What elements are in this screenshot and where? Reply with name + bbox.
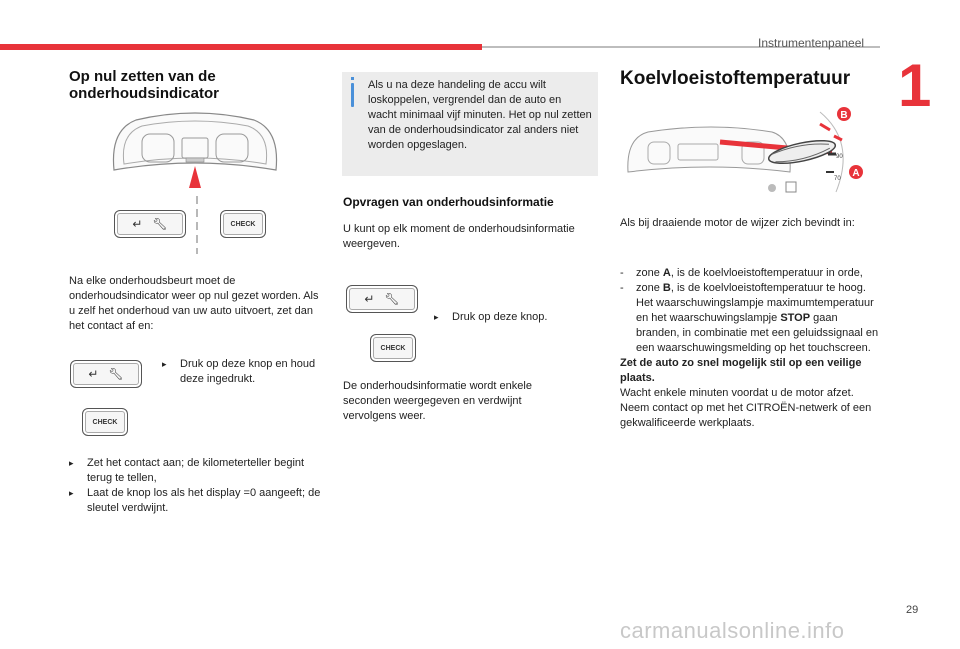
zone-b-label: B [840, 110, 848, 121]
list-item: ▸ Laat de knop los als het display =0 aangeeft; de sleutel verdwijnt. [69, 487, 321, 514]
wrench-icon: 🔧︎ [108, 367, 124, 381]
reset-arrow-icon: ↵ [132, 217, 143, 231]
check-button-label: CHECK [380, 344, 406, 352]
list-item: ▸ Zet het contact aan; de kilometerteller begint terug te tellen, [69, 457, 305, 484]
bullet-marker-icon: ▸ [162, 359, 167, 369]
wrench-icon: 🔧︎ [152, 217, 168, 231]
warning-text: Zet de auto zo snel mogelijk stil op een veilige plaats. [620, 357, 862, 384]
coolant-gauge-illustration [622, 102, 872, 202]
list-item: - zone B, is de koelvloeistoftemperatuur te hoog. Het waarschuwingslampje maximumtemperatuur en het waarschuwingslampje STOP gaan branden, in combinatie met een geluidssignaal en een waarschuwingsmelding op het touchscreen. [620, 282, 879, 354]
wait-text: Wacht enkele minuten voordat u de motor afzet. [620, 387, 854, 399]
wrench-button[interactable] [114, 210, 186, 238]
wrench-icon: 🔧︎ [384, 292, 400, 306]
list-item: - zone A, is de koelvloeistoftemperatuur in orde, [620, 267, 863, 279]
check-button-label: CHECK [92, 418, 118, 426]
dashed-connector [194, 196, 200, 254]
reset-intro: Na elke onderhoudsbeurt moet de onderhoudsindicator weer op nul gezet worden. Als u zelf het onderhoud van uw auto uitvoert, zet dan het contact af en: [69, 275, 319, 332]
info-icon [351, 77, 354, 80]
check-button[interactable] [82, 408, 128, 436]
check-button[interactable] [370, 334, 416, 362]
coolant-intro: Als bij draaiende motor de wijzer zich bevindt in: [620, 217, 855, 229]
info-text: Als u na deze handeling de accu wilt loskoppelen, vergrendel dan de auto en wacht minimaal vijf minuten. Het op nul zetten van de onderhoudsindicator zal anders niet worden opgeslagen. [368, 79, 592, 151]
info-box [342, 72, 598, 176]
info-outro: De onderhoudsinformatie wordt enkele seconden weergegeven en verdwijnt vervolgens weer. [343, 380, 532, 422]
zone-a-label: A [852, 168, 860, 179]
reset-arrow-icon: ↵ [88, 367, 99, 381]
coolant-details [620, 266, 882, 431]
reset-arrow-icon: ↵ [364, 292, 375, 306]
tick-low-label: 70 [834, 176, 841, 182]
check-button-label: CHECK [230, 220, 256, 228]
watermark: carmanualsonline.info [620, 618, 845, 643]
instrument-cluster-illustration [106, 110, 284, 192]
header-title: Instrumentenpaneel [758, 36, 865, 50]
chapter-number: 1 [898, 52, 932, 119]
bullet-marker-icon: ▸ [69, 488, 74, 498]
coolant-heading: Koelvloeistoftemperatuur [620, 68, 851, 89]
bullet-marker-icon: ▸ [434, 312, 439, 322]
press-hold-instruction: ▸ Druk op deze knop en houd deze ingedrukt. [162, 358, 316, 385]
check-button[interactable] [220, 210, 266, 238]
page-number: 29 [906, 604, 919, 616]
header-red-bar [0, 44, 482, 50]
press-instruction: ▸ Druk op deze knop. [434, 311, 548, 323]
info-heading: Opvragen van onderhoudsinformatie [343, 195, 554, 209]
bullet-marker-icon: ▸ [69, 458, 74, 468]
wrench-button[interactable] [346, 285, 418, 313]
wrench-button[interactable] [70, 360, 142, 388]
tick-high-label: 90 [836, 154, 843, 160]
reset-steps-list [69, 456, 331, 516]
reset-heading: Op nul zetten van de onderhoudsindicator [69, 68, 219, 102]
info-icon-bar [351, 83, 354, 107]
info-intro: U kunt op elk moment de onderhoudsinformatie weergeven. [343, 223, 575, 250]
contact-text: Neem contact op met het CITROËN-netwerk of een gekwalificeerde werkplaats. [620, 402, 872, 429]
